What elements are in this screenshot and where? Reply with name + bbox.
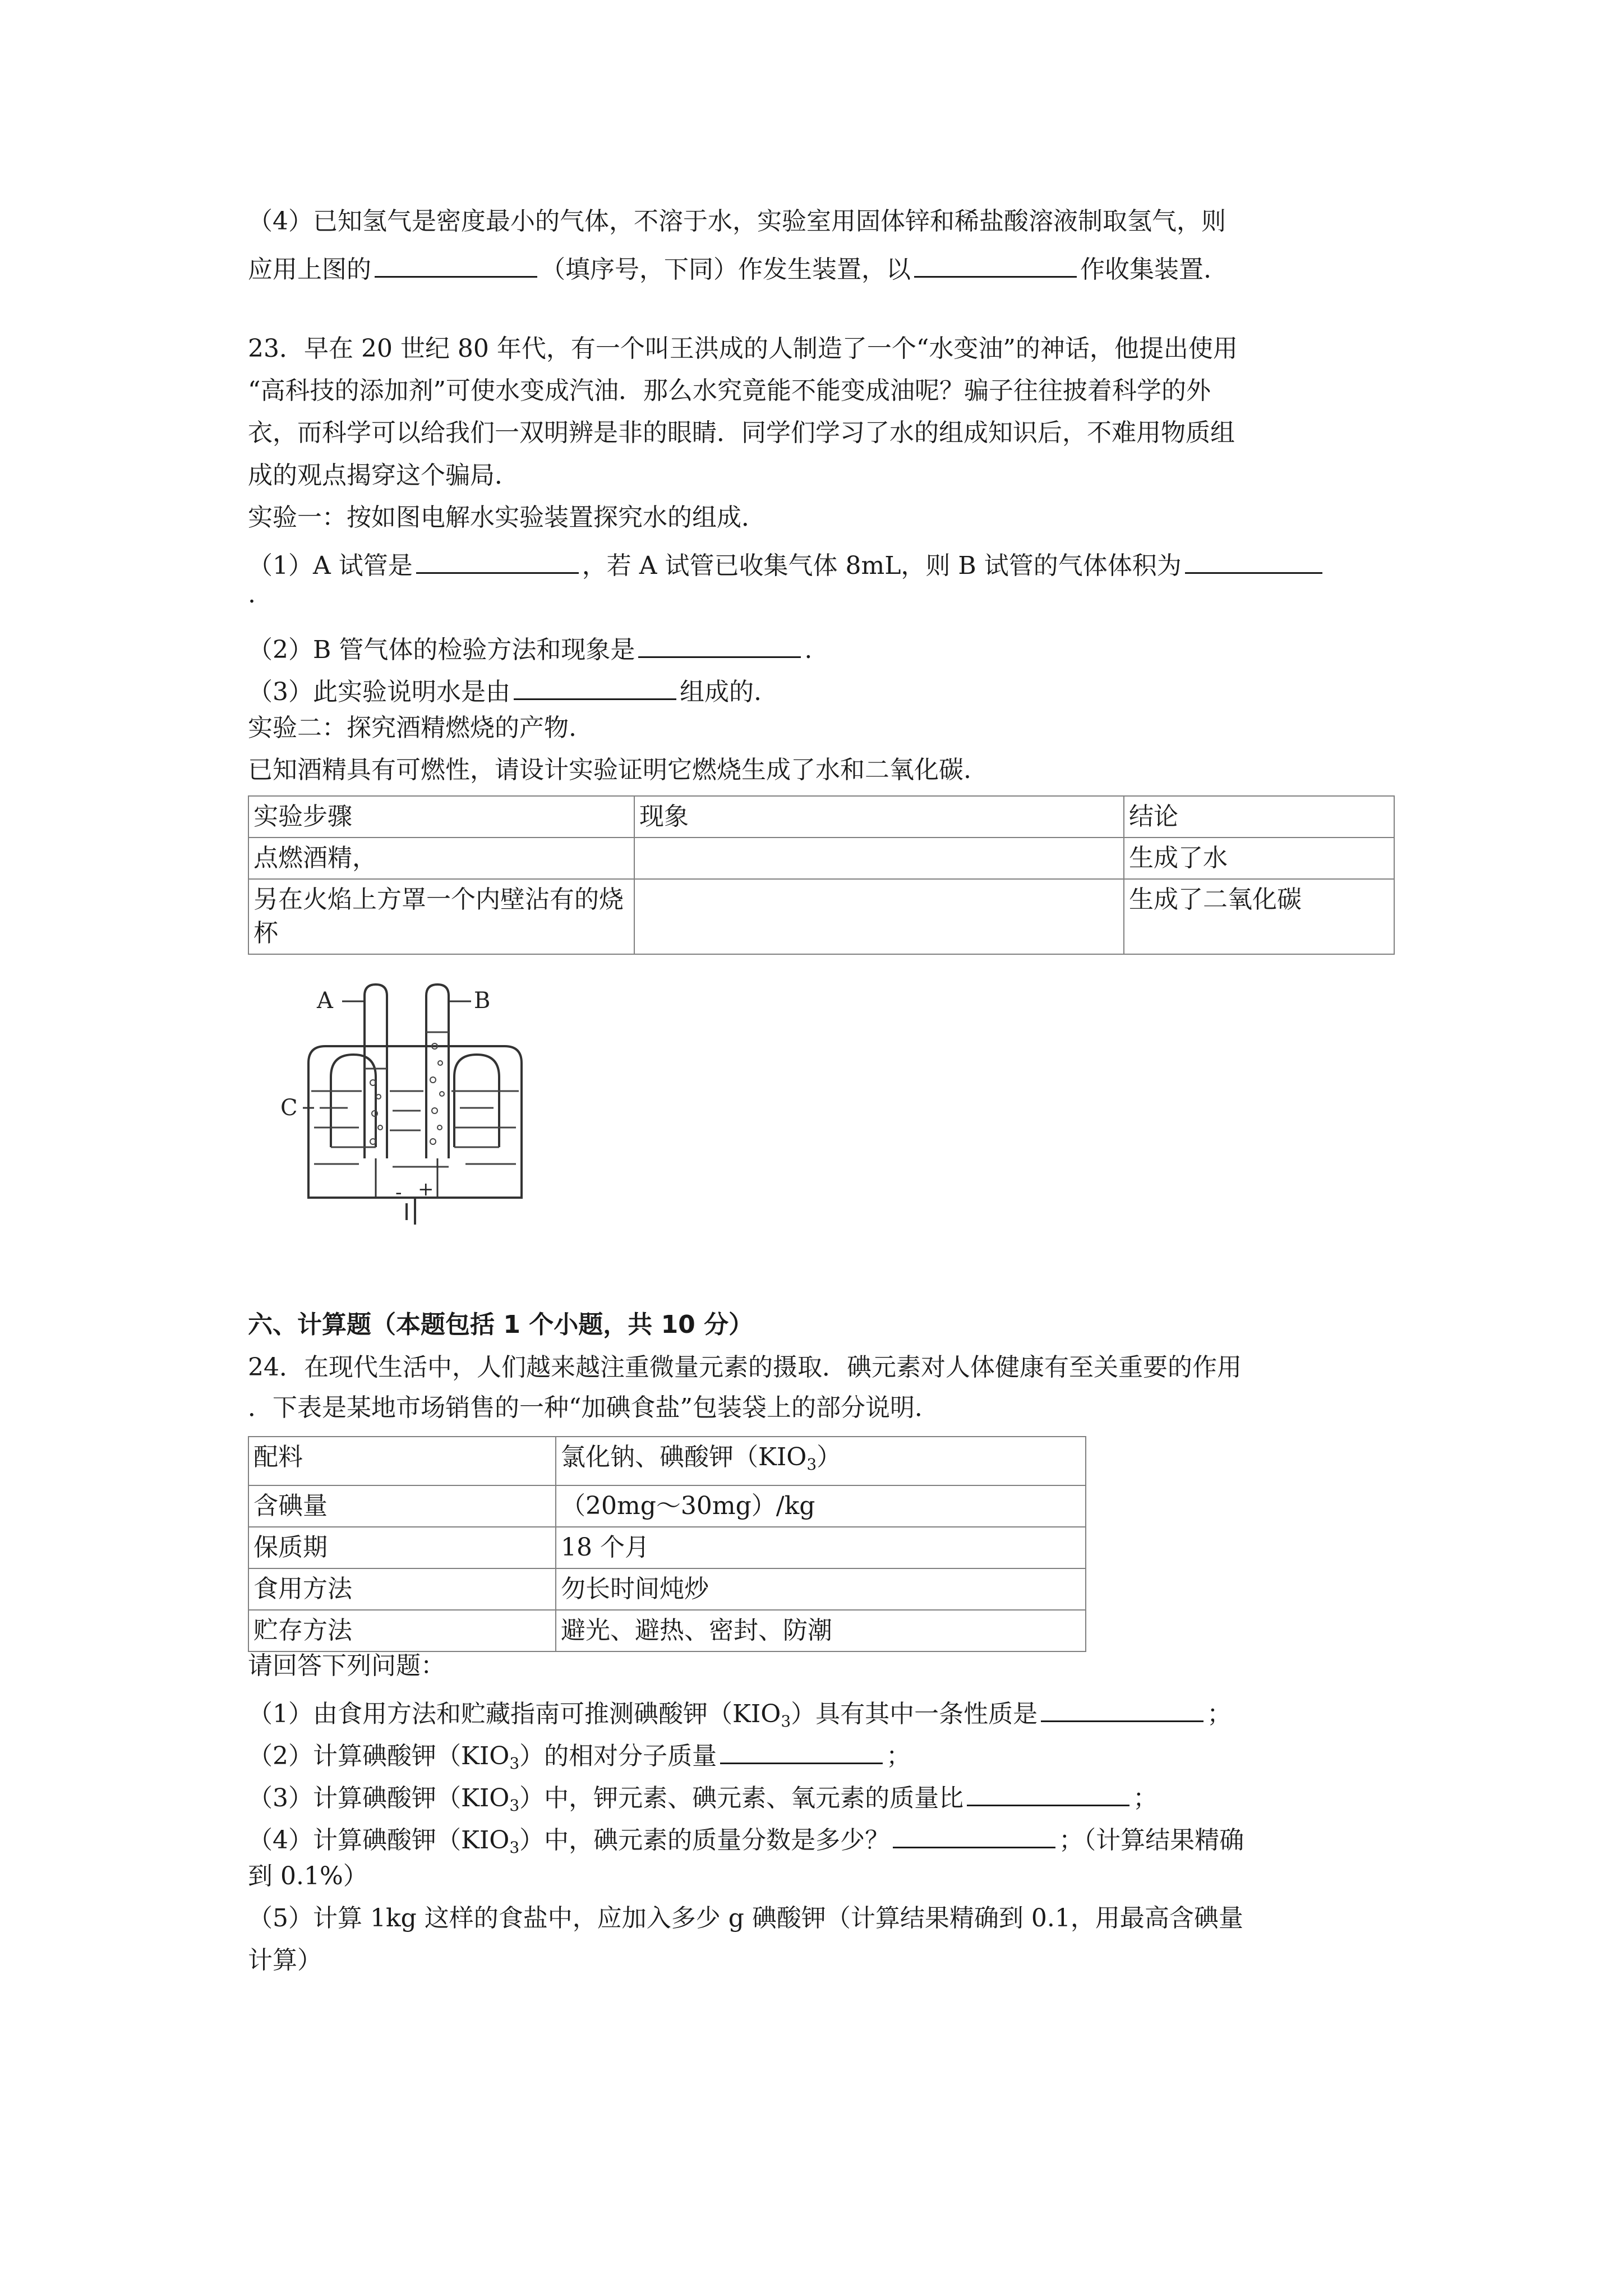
q24-sub5-text-a: （5）计算 1kg 这样的食盐中，应加入多少 g 碘酸钾（计算结果精确到 0.1，用最高含碘量 [248, 1904, 1243, 1932]
answer-blank[interactable] [638, 627, 801, 658]
q24-sub4-text-a: （4）计算碘酸钾$(KIO_3)$中，碘元素的质量分数是多少？ [248, 1826, 890, 1857]
experiment2-desc-text: 已知酒精具有可燃性，请设计实验证明它燃烧生成了水和二氧化碳. [248, 756, 971, 784]
answer-blank[interactable] [375, 247, 537, 278]
q23-intro-text: 衣，而科学可以给我们一双明辨是非的眼睛．同学们学习了水的组成知识后，不难用物质组 [248, 418, 1235, 447]
q24-prompt-text: 请回答下列问题： [248, 1651, 445, 1680]
salt-label-table [248, 1436, 1086, 1652]
answer-blank[interactable] [967, 1775, 1129, 1806]
table-row [248, 1610, 1086, 1651]
tube-b-label: B [474, 988, 491, 1014]
table-value-cell: 避光、避热、密封、防潮 [556, 1610, 1086, 1651]
answer-blank[interactable] [893, 1818, 1055, 1848]
q24-intro-text: ．下表是某地市场销售的一种“加碘食盐”包装袋上的部分说明． [248, 1393, 939, 1422]
battery-minus-label: - [395, 1181, 402, 1204]
q23-intro-line [248, 374, 1211, 408]
answer-blank[interactable] [1041, 1691, 1204, 1722]
q24-sub4-text-b: ；（计算结果精确 [1059, 1826, 1244, 1855]
table-value-cell: 勿长时间炖炒 [556, 1568, 1086, 1610]
q24-sub4 [248, 1818, 1244, 1865]
table-cell: 另在火焰上方罩一个内壁沾有的烧杯 [248, 879, 634, 954]
q24-sub1 [248, 1691, 1232, 1738]
table-row [248, 1568, 1086, 1610]
experiment2-title [248, 711, 577, 745]
q24-intro-line1 [248, 1351, 1242, 1384]
q24-sub1-text-b: ； [1207, 1700, 1232, 1728]
q23-sub1 [248, 543, 1326, 583]
q23-intro-line [248, 459, 519, 493]
table-cell[interactable] [634, 838, 1124, 879]
q24-sub5-line2 [248, 1944, 322, 1977]
q24-sub3-text-b: ； [1133, 1784, 1158, 1812]
table-value-cell: 18 个月 [556, 1527, 1086, 1568]
trough-c-label: C [280, 1095, 298, 1121]
tube-a-label: A [317, 988, 333, 1014]
q23-sub3-text-b: 组成的. [680, 678, 762, 706]
experiment1-title-text: 实验一：按如图电解水实验装置探究水的组成． [248, 503, 766, 532]
experiment2-desc [248, 753, 971, 787]
q24-sub4-cont [248, 1860, 368, 1893]
q23-intro-text: 成的观点揭穿这个骗局． [248, 461, 519, 490]
table-row [248, 838, 1394, 879]
q23-sub1-end [248, 578, 256, 611]
q24-sub2-text-a: （2）计算碘酸钾$(KIO_3)$的相对分子质量 [248, 1742, 717, 1773]
answer-blank[interactable] [914, 247, 1077, 278]
q22-part4-text: （4）已知氢气是密度最小的气体，不溶于水，实验室用固体锌和稀盐酸溶液制取氢气，则 [248, 207, 1226, 236]
q23-intro-line [248, 416, 1235, 450]
electrolysis-apparatus-diagram [280, 979, 594, 1226]
q24-sub3 [248, 1775, 1158, 1823]
q24-sub5-line1 [248, 1902, 1243, 1935]
q23-intro-text: 23．早在 20 世纪 80 年代，有一个叫王洪成的人制造了一个“水变油”的神话，他提出使用 [248, 334, 1238, 363]
table-label-cell: 配料 [248, 1437, 556, 1485]
q23-intro-line [248, 332, 1238, 366]
section6-heading [248, 1308, 753, 1342]
experiment2-title-text: 实验二：探究酒精燃烧的产物. [248, 714, 577, 742]
answer-blank[interactable] [1185, 543, 1322, 574]
table-header-cell: 现象 [634, 796, 1124, 838]
table-row [248, 1485, 1086, 1527]
table-cell: 生成了水 [1124, 838, 1394, 879]
q24-sub5-text-b: 计算） [248, 1946, 322, 1975]
q23-sub1-end-text: . [248, 580, 256, 609]
q23-sub3 [248, 669, 762, 709]
table-label-cell: 含碘量 [248, 1485, 556, 1527]
q23-sub2 [248, 627, 812, 667]
section6-heading-text: 六、计算题（本题包括 1 个小题，共 10 分） [248, 1310, 754, 1339]
q24-sub2 [248, 1733, 911, 1780]
table-row [248, 1527, 1086, 1568]
table-row [248, 879, 1394, 954]
q23-sub1-text-a: （1）A 试管是 [248, 551, 413, 580]
q23-intro-text: “高科技的添加剂”可使水变成汽油．那么水究竟能不能变成油呢？骗子往往披着科学的外 [248, 376, 1211, 405]
q22-part4-text-b: （填序号，下同）作发生装置，以 [541, 255, 911, 284]
table-label-cell: 食用方法 [248, 1568, 556, 1610]
q22-part4-line1 [248, 205, 1226, 238]
q24-intro-line2 [248, 1391, 939, 1425]
experiment1-title [248, 501, 766, 535]
q24-prompt [248, 1649, 445, 1683]
table-header-cell: 结论 [1124, 796, 1394, 838]
table-header-row [248, 796, 1394, 838]
answer-blank[interactable] [514, 669, 676, 700]
table-value-cell: 氯化钠、碘酸钾$(KIO_3)$ [556, 1437, 1086, 1485]
q22-part4-text-c: 作收集装置. [1080, 255, 1211, 284]
table-label-cell: 保质期 [248, 1527, 556, 1568]
table-row [248, 1437, 1086, 1485]
battery-plus-label: + [418, 1178, 434, 1200]
q24-sub2-text-b: ； [886, 1742, 911, 1770]
q23-sub3-text-a: （3）此实验说明水是由 [248, 678, 510, 706]
q24-sub1-text-a: （1）由食用方法和贮藏指南可推测碘酸钾$(KIO_3)$具有其中一条性质是 [248, 1700, 1038, 1731]
answer-blank[interactable] [720, 1733, 883, 1764]
table-label-cell: 贮存方法 [248, 1610, 556, 1651]
table-header-cell: 实验步骤 [248, 796, 634, 838]
q22-part4-text-a: 应用上图的 [248, 255, 371, 284]
table-cell: 生成了二氧化碳 [1124, 879, 1394, 954]
q22-part4-line2 [248, 247, 1211, 287]
table-cell[interactable] [634, 879, 1124, 954]
q23-sub2-text-b: . [804, 636, 813, 664]
q23-sub2-text-a: （2）B 管气体的检验方法和现象是 [248, 636, 635, 664]
q24-sub3-text-a: （3）计算碘酸钾$(KIO_3)$中，钾元素、碘元素、氧元素的质量比 [248, 1784, 964, 1815]
q24-intro-text: 24．在现代生活中，人们越来越注重微量元素的摄取．碘元素对人体健康有至关重要的作用 [248, 1353, 1242, 1382]
answer-blank[interactable] [416, 543, 579, 574]
experiment-table [248, 795, 1395, 955]
q24-sub4-text-c: 到 0.1%） [248, 1862, 368, 1890]
q23-sub1-text-b: ，若 A 试管已收集气体 8mL，则 B 试管的气体体积为 [582, 551, 1182, 580]
table-cell: 点燃酒精， [248, 838, 634, 879]
table-value-cell: （20mg～30mg）/kg [556, 1485, 1086, 1527]
